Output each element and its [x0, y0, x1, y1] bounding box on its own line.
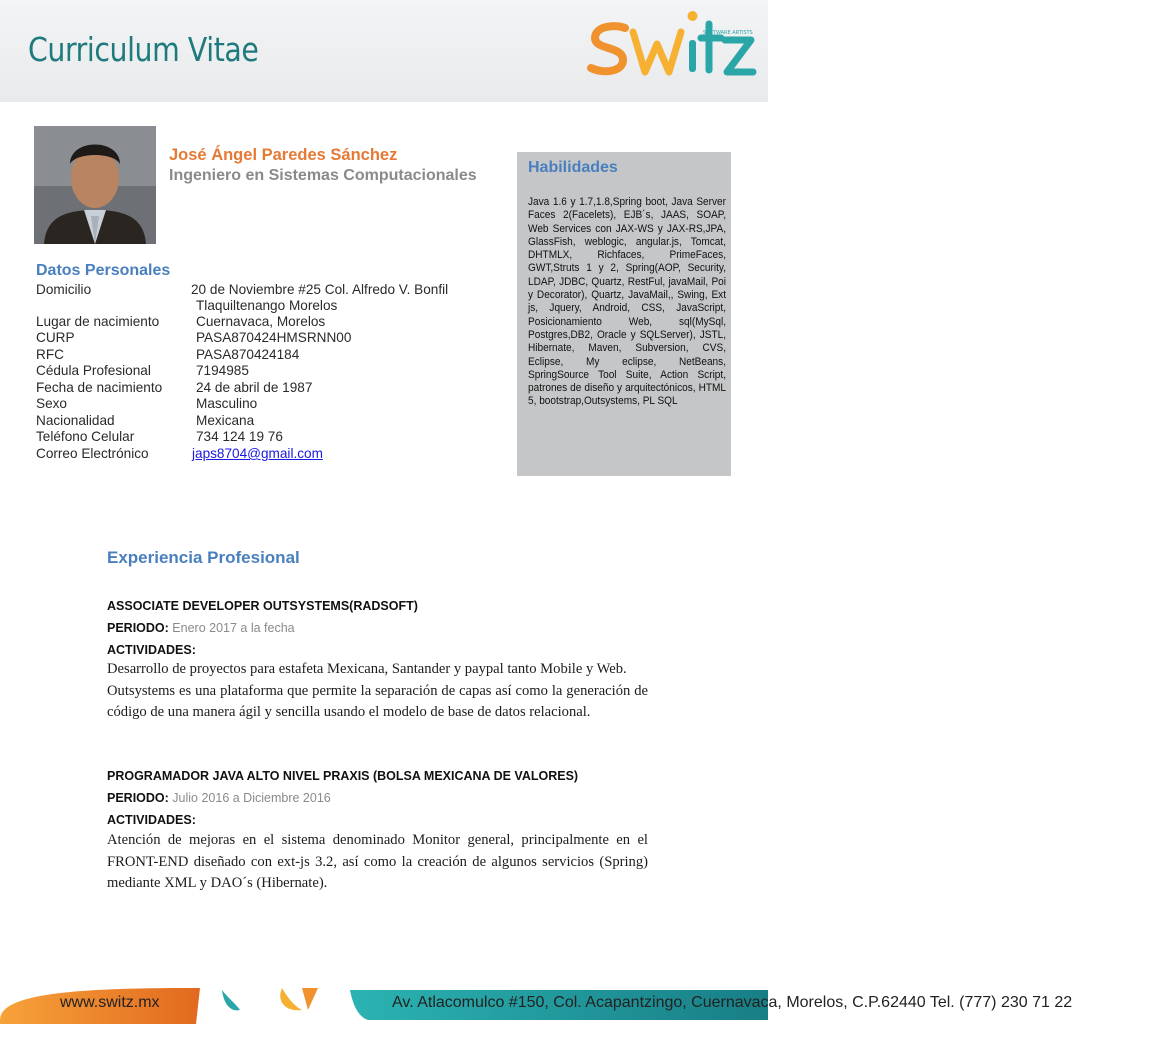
- personal-label: CURP: [36, 330, 75, 345]
- footer-website[interactable]: www.switz.mx: [60, 994, 160, 1011]
- header-band: [0, 0, 768, 102]
- job-period: [107, 621, 295, 635]
- personal-label: Sexo: [36, 396, 67, 411]
- period-value: Enero 2017 a la fecha: [172, 621, 295, 635]
- email-link[interactable]: japs8704@gmail.com: [192, 446, 323, 461]
- job-title: ASSOCIATE DEVELOPER OUTSYSTEMS(RADSOFT): [107, 599, 418, 613]
- logo-tagline: SOFTWARE ARTISTS: [703, 30, 753, 36]
- personal-value: 20 de Noviembre #25 Col. Alfredo V. Bonfil: [191, 282, 449, 297]
- switz-logo: [585, 6, 757, 92]
- period-label: PERIODO:: [107, 791, 169, 805]
- personal-label: RFC: [36, 347, 64, 362]
- personal-label: Nacionalidad: [36, 413, 115, 428]
- skills-text: Java 1.6 y 1.7,1.8,Spring boot, Java Server Faces 2(Facelets), EJB´s, JAAS, SOAP, Web Services con JAX-WS y JAX-RS,JPA, GlassFish, weblogic, angular.js, Tomcat, DHTMLX, Richfaces, PrimeFaces, GWT,Struts 1 y 2, Spring(AOP, Security, LDAP, JDBC, Quartz, RestFul, javaMail, Poi y Decorator), Quartz, JavaMail,, Swing, Ext js, Jquery, Android, CSS, JavaScript, Posicionamiento Web, sql(MySql, Postgres,DB2, Oracle y SQLServer), JSTL, Hibernate, Maven, Subversion, CVS, Eclipse, My eclipse, NetBeans, SpringSource Tool Suite, Action Script, patrones de diseño y arquitectónicos, HTML 5, bootstrap,Outsystems, PL SQL: [528, 196, 726, 408]
- document-title: Curriculum Vitae: [28, 30, 259, 69]
- personal-label: Teléfono Celular: [36, 429, 135, 444]
- personal-data-title: Datos Personales: [36, 262, 171, 279]
- personal-value: PASA870424184: [196, 347, 300, 362]
- personal-label: Cédula Profesional: [36, 363, 151, 378]
- personal-value: 24 de abril de 1987: [196, 380, 313, 395]
- period-label: PERIODO:: [107, 621, 169, 635]
- activities-label: ACTIVIDADES:: [107, 813, 196, 827]
- skills-box: [517, 152, 731, 476]
- personal-label: Domicilio: [36, 282, 92, 297]
- footer-address: Av. Atlacomulco #150, Col. Acapantzingo, Cuernavaca, Morelos, C.P.62440 Tel. (777) 230 71 22: [392, 994, 1073, 1011]
- personal-value: Tlaquiltenango Morelos: [196, 298, 338, 313]
- personal-value: Masculino: [196, 396, 258, 411]
- personal-value: 7194985: [196, 363, 249, 378]
- personal-label: Correo Electrónico: [36, 446, 149, 461]
- candidate-name: José Ángel Paredes Sánchez: [169, 146, 398, 164]
- personal-label: Lugar de nacimiento: [36, 314, 160, 329]
- activities-label: ACTIVIDADES:: [107, 643, 196, 657]
- personal-value: 734 124 19 76: [196, 429, 283, 444]
- experience-title: Experiencia Profesional: [107, 548, 300, 567]
- personal-label: Fecha de nacimiento: [36, 380, 163, 395]
- job-title: PROGRAMADOR JAVA ALTO NIVEL PRAXIS (BOLSA MEXICANA DE VALORES): [107, 769, 579, 783]
- candidate-profession: Ingeniero en Sistemas Computacionales: [169, 167, 477, 184]
- personal-value: PASA870424HMSRNN00: [196, 330, 352, 345]
- profile-photo: [34, 126, 156, 244]
- activities-text: Atención de mejoras en el sistema denominado Monitor general, principalmente en el FRONT-END diseñado con ext-js 3.2, así como la creación de algunos servicios (Spring) mediante XML y DAO´s (Hibernate).: [107, 832, 648, 891]
- personal-value: Cuernavaca, Morelos: [196, 314, 326, 329]
- skills-title: Habilidades: [528, 159, 618, 176]
- activities-text: Desarrollo de proyectos para estafeta Mexicana, Santander y paypal tanto Mobile y Web. Outsystems es una plataforma que permite la separación de capas así como la generación de código de una manera ágil y sencilla usando el modelo de base de datos relacional.: [107, 661, 648, 720]
- personal-value: Mexicana: [196, 413, 255, 428]
- period-value: Julio 2016 a Diciembre 2016: [172, 791, 331, 805]
- job-period: [107, 791, 331, 805]
